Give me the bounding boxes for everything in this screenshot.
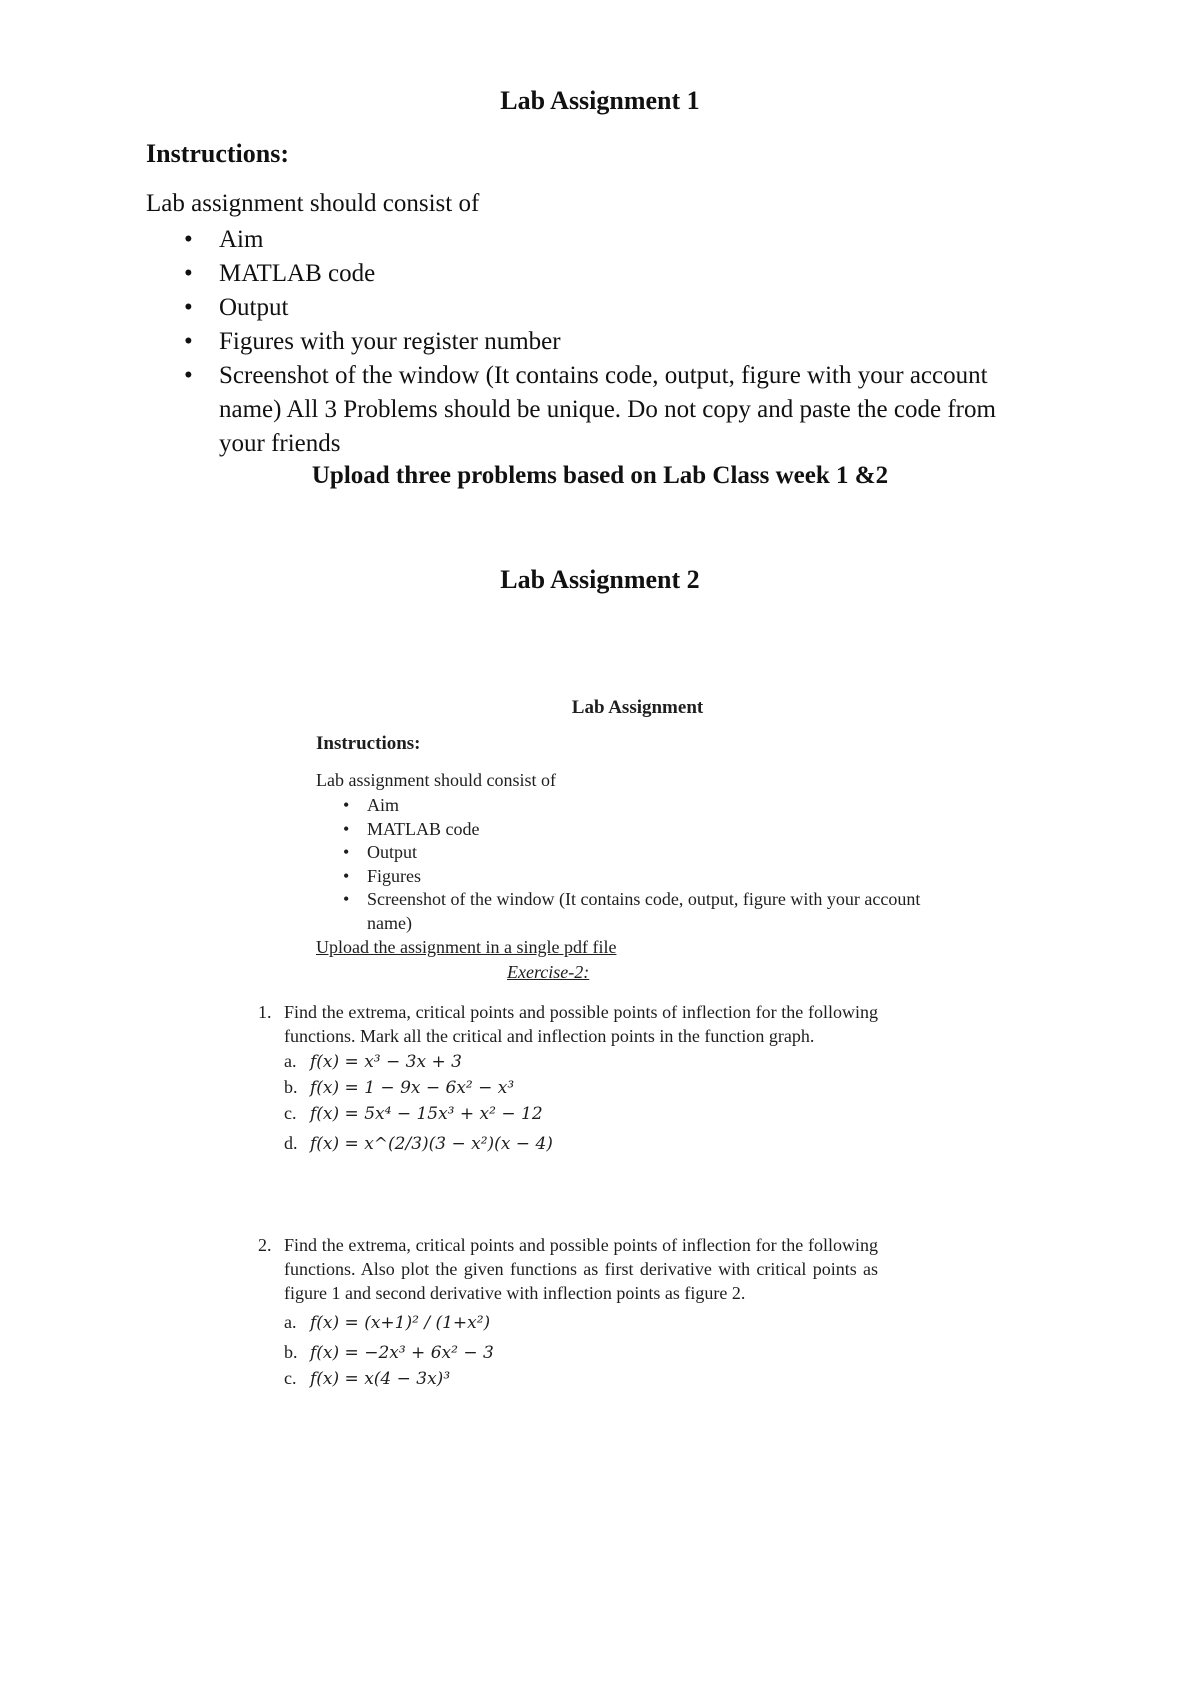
problem-text: Find the extrema, critical points and possible points of inflection for the following functions. Also plot the given functions as first derivative with critical points as figure 1 and second derivative with inflection points as figure 2.: [284, 1235, 878, 1303]
list-item: • Figures with your register number: [146, 325, 1046, 359]
assignment-1-title: Lab Assignment 1: [500, 86, 700, 115]
embedded-title: Lab Assignment: [571, 697, 704, 718]
item-letter: a.: [284, 1051, 297, 1071]
problem-item: [284, 1048, 878, 1074]
list-item: • Screenshot of the window (It contains code, output, figure with your account name) All 3 Problems should be unique. Do not copy and paste the code from your friends: [146, 359, 1046, 461]
problem-item: [284, 1126, 878, 1160]
item-letter: c.: [284, 1368, 297, 1388]
list-item: • Output: [316, 841, 936, 865]
function-expression: f(x) = x(4 − 3x)³: [310, 1369, 451, 1389]
list-item: • MATLAB code: [146, 257, 1046, 291]
item-letter: b.: [284, 1077, 298, 1097]
problem-2: [258, 1233, 878, 1391]
function-expression: f(x) = x³ − 3x + 3: [310, 1052, 462, 1072]
problem-item: [284, 1074, 878, 1100]
instructions-heading: Instructions:: [146, 139, 290, 168]
list-item: • Screenshot of the window (It contains code, output, figure with your account name): [316, 888, 936, 935]
item-letter: d.: [284, 1133, 298, 1153]
function-expression: f(x) = x^(2/3)(3 − x²)(x − 4): [310, 1134, 553, 1154]
item-letter: a.: [284, 1312, 297, 1332]
embedded-instructions-list: [316, 794, 936, 935]
instructions-intro: Lab assignment should consist of: [146, 190, 480, 217]
function-expression: f(x) = (x+1)² / (1+x²): [310, 1313, 491, 1333]
function-expression: f(x) = 1 − 9x − 6x² − x³: [310, 1078, 515, 1098]
problem-item: [284, 1339, 878, 1365]
problem-item: [284, 1100, 878, 1126]
problem-number: 1.: [258, 1002, 272, 1022]
list-item: • Aim: [146, 223, 1046, 257]
list-item: • Aim: [316, 794, 936, 818]
exercise-label: Exercise-2:: [507, 962, 590, 982]
list-item: • Output: [146, 291, 1046, 325]
list-item: • Figures: [316, 865, 936, 889]
list-item: • MATLAB code: [316, 818, 936, 842]
problem-item: [284, 1365, 878, 1391]
assignment-2-title: Lab Assignment 2: [500, 565, 700, 594]
embedded-instructions-intro: Lab assignment should consist of: [316, 770, 556, 790]
embedded-upload-note: Upload the assignment in a single pdf file: [316, 937, 617, 957]
item-letter: c.: [284, 1103, 297, 1123]
function-expression: f(x) = 5x⁴ − 15x³ + x² − 12: [310, 1104, 543, 1124]
upload-note: Upload three problems based on Lab Class week 1 &2: [311, 462, 889, 489]
problem-item: [284, 1305, 878, 1339]
item-letter: b.: [284, 1342, 298, 1362]
problem-text: Find the extrema, critical points and possible points of inflection for the following functions. Mark all the critical and inflection points in the function graph.: [284, 1002, 878, 1046]
function-expression: f(x) = −2x³ + 6x² − 3: [310, 1343, 494, 1363]
problem-number: 2.: [258, 1235, 272, 1255]
embedded-instructions-heading: Instructions:: [316, 733, 421, 754]
problem-1: [258, 1000, 878, 1160]
